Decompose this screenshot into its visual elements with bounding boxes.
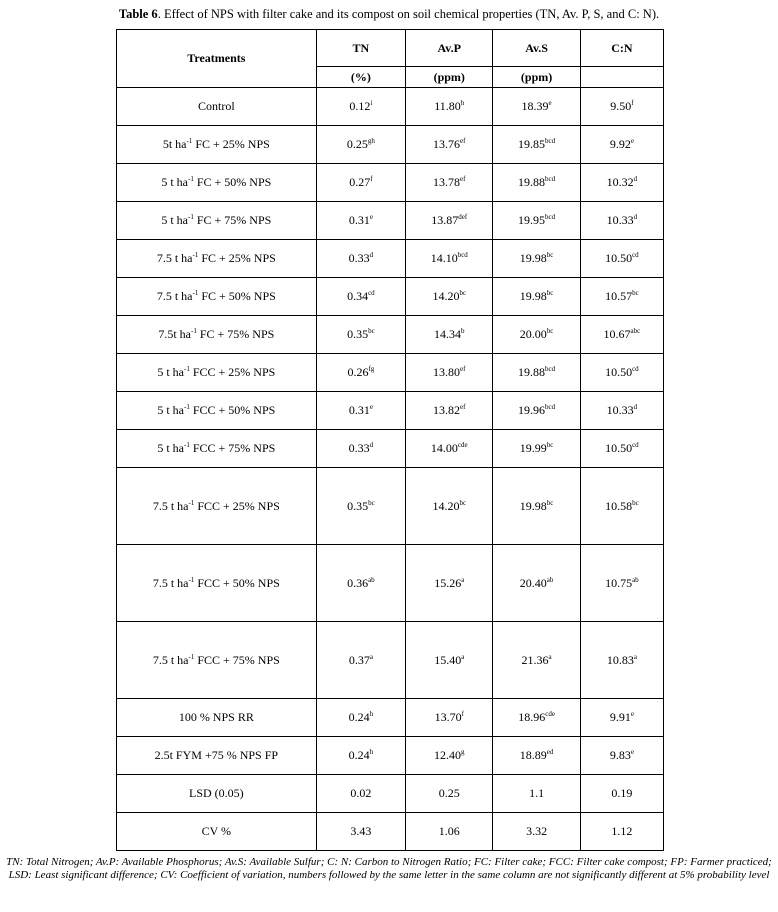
- treatment-label-rest: FC + 75% NPS: [196, 327, 275, 341]
- cn-value: 9.92: [609, 137, 631, 151]
- table-row: [117, 164, 664, 202]
- cn-significance-letters: ab: [632, 575, 639, 584]
- avs-cell: [493, 430, 580, 468]
- avs-value: 19.85: [518, 137, 546, 151]
- treatment-unit-exponent: -1: [192, 289, 199, 297]
- treatment-unit-exponent: -1: [191, 327, 197, 335]
- tn-value: 0.31: [348, 213, 370, 227]
- header-avs: Av.S: [493, 30, 580, 67]
- tn-cell: [316, 737, 405, 775]
- tn-value: 0.36: [347, 575, 369, 590]
- avp-value: 13.70: [434, 710, 462, 724]
- tn-cell: [316, 699, 405, 737]
- header-avp: Av.P: [406, 30, 493, 67]
- avp-cell: [406, 354, 493, 392]
- avp-significance-letters: f: [461, 710, 464, 718]
- cn-cell: [580, 164, 663, 202]
- cn-cell: [580, 278, 663, 316]
- tn-cell: [316, 126, 405, 164]
- cn-value: 0.19: [611, 786, 633, 800]
- tn-significance-letters: bc: [368, 327, 375, 335]
- avs-value: 20.40: [519, 575, 547, 590]
- tn-cell: [316, 164, 405, 202]
- cn-significance-letters: abc: [630, 327, 641, 335]
- cn-cell: [580, 354, 663, 392]
- cn-cell: [580, 737, 663, 775]
- avp-cell: [406, 278, 493, 316]
- avp-cell: [406, 622, 493, 699]
- treatment-unit-exponent: -1: [188, 213, 194, 221]
- avp-cell: [406, 775, 493, 813]
- avs-cell: [493, 88, 580, 126]
- avs-significance-letters: ab: [546, 575, 554, 584]
- tn-value: 0.02: [350, 786, 372, 800]
- treatment-label-rest: FCC + 75% NPS: [194, 652, 280, 667]
- treatment-unit-exponent: -1: [192, 251, 199, 259]
- tn-value: 0.27: [349, 175, 371, 189]
- avp-significance-letters: ef: [460, 403, 466, 411]
- avs-cell: [493, 699, 580, 737]
- avp-value: 13.82: [433, 403, 461, 417]
- avs-value: 19.95: [518, 213, 546, 227]
- avp-significance-letters: ef: [460, 365, 466, 373]
- cn-cell: [580, 316, 663, 354]
- header-row: [117, 30, 664, 67]
- tn-value: 0.37: [348, 652, 370, 667]
- treatment-label: 5 t ha: [161, 213, 188, 227]
- treatment-unit-exponent: -1: [188, 498, 195, 507]
- avs-value: 19.98: [519, 289, 547, 303]
- avs-cell: [493, 278, 580, 316]
- avp-value: 15.26: [434, 575, 462, 590]
- avs-value: 19.88: [518, 175, 546, 189]
- table-row: [117, 545, 664, 622]
- avp-cell: [406, 202, 493, 240]
- avs-value: 19.99: [519, 441, 547, 455]
- cn-value: 10.83: [606, 652, 634, 667]
- avs-value: 21.36: [521, 652, 549, 667]
- treatment-label: 100 % NPS RR: [178, 710, 254, 724]
- treatment-cell: [117, 88, 317, 126]
- avp-significance-letters: g: [461, 748, 465, 756]
- avs-significance-letters: bc: [546, 289, 554, 297]
- cn-value: 9.83: [609, 748, 631, 762]
- treatment-label: 7.5 t ha: [152, 575, 189, 590]
- cn-significance-letters: cd: [632, 251, 639, 259]
- cn-significance-letters: e: [630, 710, 634, 718]
- cn-significance-letters: cd: [632, 365, 639, 373]
- avp-significance-letters: a: [461, 575, 465, 584]
- treatment-cell: [117, 126, 317, 164]
- treatment-unit-exponent: -1: [188, 575, 195, 584]
- avp-value: 14.34: [434, 327, 461, 341]
- avp-significance-letters: ef: [460, 137, 466, 145]
- treatment-unit-exponent: -1: [188, 175, 194, 183]
- cn-value: 1.12: [611, 824, 633, 838]
- avs-significance-letters: bc: [546, 327, 554, 335]
- avp-significance-letters: bc: [459, 289, 467, 297]
- avp-value: 11.80: [434, 99, 461, 113]
- cn-significance-letters: e: [630, 137, 634, 145]
- avp-value: 13.76: [433, 137, 461, 151]
- cn-value: 10.32: [606, 175, 634, 189]
- cn-significance-letters: a: [633, 652, 637, 661]
- tn-significance-letters: e: [369, 403, 373, 411]
- treatment-label: 5 t ha: [157, 441, 184, 455]
- cn-cell: [580, 813, 663, 851]
- cn-significance-letters: bc: [632, 498, 639, 507]
- cn-significance-letters: d: [633, 175, 638, 183]
- treatment-cell: [117, 240, 317, 278]
- avs-significance-letters: bcd: [545, 213, 556, 221]
- cn-significance-letters: d: [633, 403, 638, 411]
- avp-cell: [406, 88, 493, 126]
- avs-value: 3.32: [526, 824, 548, 838]
- avp-value: 1.06: [438, 824, 460, 838]
- unit-avp: (ppm): [406, 67, 493, 88]
- treatment-label: 5t ha: [162, 137, 187, 151]
- table-row: [117, 813, 664, 851]
- cn-significance-letters: cd: [632, 441, 639, 449]
- avp-significance-letters: b: [461, 327, 465, 335]
- tn-significance-letters: i: [370, 99, 373, 107]
- avp-value: 14.00: [430, 441, 458, 455]
- avs-cell: [493, 813, 580, 851]
- tn-significance-letters: h: [369, 710, 374, 718]
- avs-significance-letters: e: [548, 99, 552, 107]
- avs-cell: [493, 164, 580, 202]
- table-caption-text: . Effect of NPS with filter cake and its compost on soil chemical properties (TN, Av. P, S, and C: N).: [157, 7, 660, 21]
- unit-tn: (%): [316, 67, 405, 88]
- treatment-label-rest: FC + 75% NPS: [193, 213, 272, 227]
- cn-cell: [580, 468, 663, 545]
- tn-value: 0.34: [347, 289, 369, 303]
- tn-significance-letters: h: [369, 748, 374, 756]
- cn-value: 10.75: [605, 575, 633, 590]
- avs-cell: [493, 316, 580, 354]
- treatment-label: Control: [197, 99, 235, 113]
- tn-value: 0.26: [347, 365, 369, 379]
- avs-value: 19.96: [518, 403, 546, 417]
- treatment-label: 5 t ha: [157, 365, 184, 379]
- cn-cell: [580, 126, 663, 164]
- avs-cell: [493, 737, 580, 775]
- treatment-cell: [117, 737, 317, 775]
- cn-cell: [580, 392, 663, 430]
- avs-significance-letters: bcd: [545, 175, 556, 183]
- avp-cell: [406, 468, 493, 545]
- avs-significance-letters: bc: [546, 441, 554, 449]
- avs-cell: [493, 202, 580, 240]
- avp-value: 12.40: [434, 748, 461, 762]
- treatment-unit-exponent: -1: [184, 365, 190, 373]
- table-footnote: TN: Total Nitrogen; Av.P: Available Phosphorus; Av.S: Available Sulfur; C: N: Carbon to Nitrogen Ratio; FC: Filter cake; FCC: Filter cake compost; FP: Farmer practiced; LSD: Least significant difference; CV: Coefficient of variation, numbers followed by the same letter in the same column are not significantly different at 5% probability level: [6, 856, 772, 881]
- tn-cell: [316, 468, 405, 545]
- table-row: [117, 622, 664, 699]
- treatment-label-rest: FCC + 25% NPS: [189, 365, 276, 379]
- avs-value: 1.1: [529, 786, 545, 800]
- cn-significance-letters: f: [631, 99, 634, 107]
- tn-significance-letters: ab: [368, 575, 375, 584]
- table-row: [117, 775, 664, 813]
- avs-value: 19.98: [519, 251, 547, 265]
- tn-cell: [316, 316, 405, 354]
- cn-cell: [580, 775, 663, 813]
- avs-value: 19.88: [518, 365, 546, 379]
- tn-value: 0.24: [348, 748, 370, 762]
- results-table: [116, 29, 664, 851]
- tn-significance-letters: fg: [368, 365, 375, 373]
- treatment-label: 7.5 t ha: [152, 498, 189, 513]
- tn-value: 0.25: [346, 137, 368, 151]
- tn-significance-letters: cd: [368, 289, 375, 297]
- treatment-cell: [117, 813, 317, 851]
- avs-cell: [493, 354, 580, 392]
- treatment-cell: [117, 202, 317, 240]
- tn-cell: [316, 240, 405, 278]
- avs-significance-letters: ed: [546, 748, 554, 756]
- treatment-cell: [117, 622, 317, 699]
- tn-value: 0.12: [349, 99, 371, 113]
- avp-significance-letters: a: [461, 652, 465, 661]
- header-tn: TN: [316, 30, 405, 67]
- avp-cell: [406, 240, 493, 278]
- treatment-label-rest: FC + 50% NPS: [198, 289, 276, 303]
- avs-significance-letters: a: [548, 652, 552, 661]
- tn-cell: [316, 775, 405, 813]
- table-row: [117, 354, 664, 392]
- table-row: [117, 316, 664, 354]
- avp-value: 13.80: [433, 365, 461, 379]
- table-caption: [0, 6, 778, 22]
- avp-significance-letters: def: [458, 213, 468, 221]
- treatment-label: 5 t ha: [157, 403, 184, 417]
- tn-cell: [316, 813, 405, 851]
- avp-cell: [406, 813, 493, 851]
- tn-value: 3.43: [350, 824, 372, 838]
- table-row: [117, 88, 664, 126]
- tn-significance-letters: d: [369, 441, 374, 449]
- tn-significance-letters: d: [369, 251, 374, 259]
- avs-significance-letters: bcd: [545, 137, 556, 145]
- avp-cell: [406, 430, 493, 468]
- tn-cell: [316, 278, 405, 316]
- cn-value: 10.33: [606, 213, 634, 227]
- unit-cn: [580, 67, 663, 88]
- treatment-cell: [117, 430, 317, 468]
- tn-cell: [316, 622, 405, 699]
- treatment-cell: [117, 392, 317, 430]
- tn-cell: [316, 545, 405, 622]
- treatment-cell: [117, 354, 317, 392]
- avp-cell: [406, 699, 493, 737]
- cn-value: 10.50: [605, 251, 633, 265]
- treatment-label-rest: FCC + 50% NPS: [189, 403, 276, 417]
- avs-significance-letters: bc: [546, 251, 554, 259]
- avp-value: 13.87: [431, 213, 459, 227]
- tn-significance-letters: bc: [368, 498, 375, 507]
- cn-cell: [580, 240, 663, 278]
- table-row: [117, 737, 664, 775]
- avs-value: 18.89: [519, 748, 547, 762]
- table-row: [117, 202, 664, 240]
- tn-cell: [316, 430, 405, 468]
- treatment-cell: [117, 278, 317, 316]
- treatment-unit-exponent: -1: [184, 441, 190, 449]
- treatment-label: 7.5 t ha: [156, 289, 193, 303]
- treatment-unit-exponent: -1: [188, 652, 195, 661]
- tn-cell: [316, 88, 405, 126]
- table-row: [117, 430, 664, 468]
- avs-significance-letters: bcd: [545, 365, 556, 373]
- avs-value: 18.96: [518, 710, 546, 724]
- tn-value: 0.35: [347, 327, 369, 341]
- avp-significance-letters: h: [460, 99, 465, 107]
- avp-value: 0.25: [438, 786, 460, 800]
- avp-cell: [406, 126, 493, 164]
- tn-value: 0.24: [348, 710, 370, 724]
- treatment-label: CV %: [201, 824, 232, 838]
- treatment-cell: [117, 468, 317, 545]
- cn-value: 9.91: [609, 710, 631, 724]
- avs-significance-letters: cde: [545, 710, 555, 718]
- avs-value: 20.00: [519, 327, 547, 341]
- treatment-label-rest: FCC + 25% NPS: [194, 498, 280, 513]
- tn-value: 0.35: [347, 498, 369, 513]
- table-row: [117, 468, 664, 545]
- cn-significance-letters: bc: [632, 289, 639, 297]
- treatment-cell: [117, 775, 317, 813]
- table-row: [117, 392, 664, 430]
- cn-cell: [580, 202, 663, 240]
- cn-value: 10.58: [605, 498, 633, 513]
- cn-cell: [580, 430, 663, 468]
- treatment-label-rest: FCC + 50% NPS: [194, 575, 280, 590]
- avp-value: 15.40: [434, 652, 462, 667]
- cn-value: 10.50: [605, 365, 633, 379]
- treatment-cell: [117, 164, 317, 202]
- tn-significance-letters: gh: [367, 137, 375, 145]
- cn-cell: [580, 622, 663, 699]
- cn-value: 10.33: [606, 403, 634, 417]
- avs-value: 18.39: [521, 99, 549, 113]
- avs-significance-letters: bc: [546, 498, 554, 507]
- avs-cell: [493, 622, 580, 699]
- cn-cell: [580, 88, 663, 126]
- tn-value: 0.33: [348, 251, 370, 265]
- treatment-label-rest: FC + 50% NPS: [193, 175, 272, 189]
- treatment-label: 2.5t FYM +75 % NPS FP: [154, 748, 279, 762]
- cn-cell: [580, 545, 663, 622]
- treatment-label-rest: FC + 25% NPS: [192, 137, 270, 151]
- cn-value: 10.67: [603, 327, 631, 341]
- table-row: [117, 126, 664, 164]
- avp-significance-letters: bcd: [457, 251, 468, 259]
- avp-cell: [406, 392, 493, 430]
- avs-cell: [493, 126, 580, 164]
- avp-significance-letters: cde: [457, 441, 468, 449]
- avp-value: 13.78: [433, 175, 461, 189]
- avp-cell: [406, 164, 493, 202]
- treatment-label: 5 t ha: [161, 175, 188, 189]
- unit-avs: (ppm): [493, 67, 580, 88]
- cn-significance-letters: d: [633, 213, 638, 221]
- treatment-label-rest: FCC + 75% NPS: [189, 441, 276, 455]
- avs-cell: [493, 392, 580, 430]
- avs-value: 19.98: [519, 498, 547, 513]
- avp-cell: [406, 737, 493, 775]
- table-label: Table 6: [118, 7, 158, 21]
- cn-value: 10.57: [605, 289, 633, 303]
- treatment-label: 7.5 t ha: [156, 251, 193, 265]
- avp-value: 14.10: [430, 251, 458, 265]
- treatment-label: LSD (0.05): [188, 786, 244, 800]
- cn-value: 9.50: [610, 99, 632, 113]
- avp-significance-letters: bc: [459, 498, 467, 507]
- avp-value: 14.20: [432, 289, 460, 303]
- treatment-unit-exponent: -1: [184, 403, 190, 411]
- tn-cell: [316, 392, 405, 430]
- avp-cell: [406, 545, 493, 622]
- table-row: [117, 278, 664, 316]
- avs-cell: [493, 468, 580, 545]
- treatment-cell: [117, 699, 317, 737]
- tn-value: 0.31: [348, 403, 370, 417]
- treatment-label: 7.5t ha: [158, 327, 191, 341]
- tn-significance-letters: a: [369, 652, 373, 661]
- avs-cell: [493, 240, 580, 278]
- treatment-label-rest: FC + 25% NPS: [198, 251, 276, 265]
- treatment-cell: [117, 545, 317, 622]
- avp-cell: [406, 316, 493, 354]
- treatment-cell: [117, 316, 317, 354]
- treatment-label: 7.5 t ha: [152, 652, 189, 667]
- treatment-unit-exponent: -1: [186, 137, 193, 145]
- avs-cell: [493, 775, 580, 813]
- header-cn: C:N: [580, 30, 663, 67]
- tn-value: 0.33: [348, 441, 370, 455]
- cn-value: 10.50: [605, 441, 633, 455]
- tn-significance-letters: f: [370, 175, 373, 183]
- tn-cell: [316, 354, 405, 392]
- cn-significance-letters: e: [630, 748, 634, 756]
- avs-cell: [493, 545, 580, 622]
- avs-significance-letters: bcd: [545, 403, 556, 411]
- cn-cell: [580, 699, 663, 737]
- tn-cell: [316, 202, 405, 240]
- table-row: [117, 240, 664, 278]
- avp-value: 14.20: [432, 498, 460, 513]
- header-treatments: Treatments: [117, 30, 317, 88]
- tn-significance-letters: e: [369, 213, 373, 221]
- table-row: [117, 699, 664, 737]
- avp-significance-letters: ef: [460, 175, 466, 183]
